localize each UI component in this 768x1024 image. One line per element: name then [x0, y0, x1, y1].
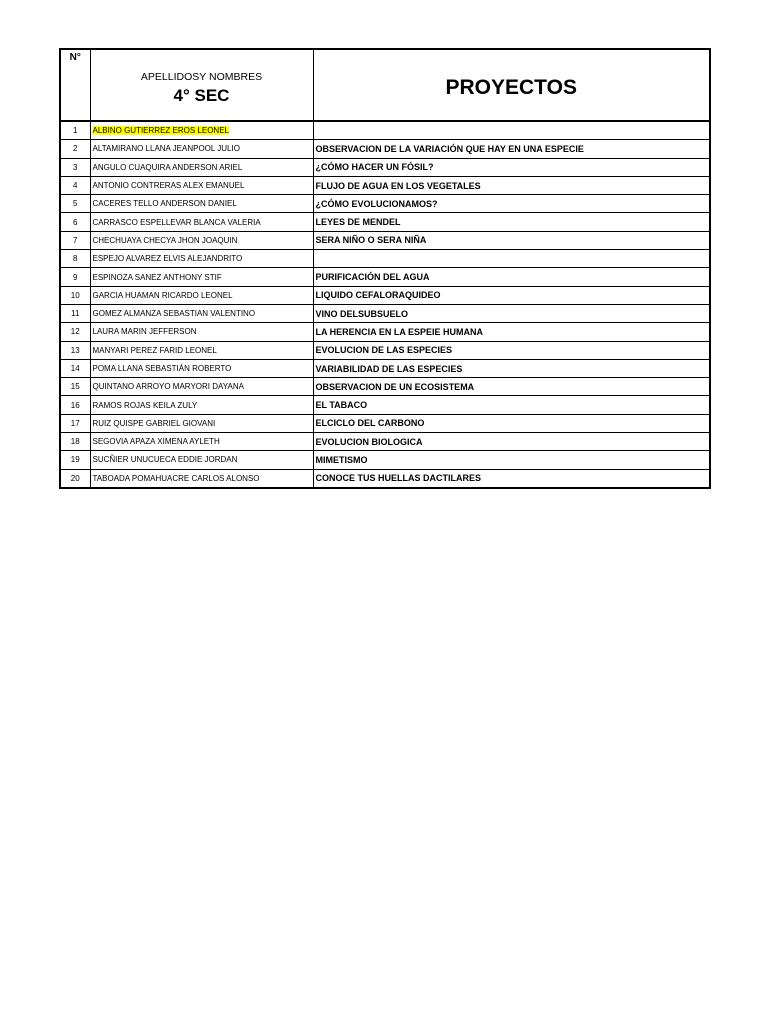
project-title-cell: OBSERVACION DE UN ECOSISTEMA: [313, 378, 710, 396]
row-number-cell: 5: [60, 195, 90, 213]
names-column-header: [90, 49, 313, 121]
student-name-cell: [90, 323, 313, 341]
student-name: RAMOS ROJAS KEILA ZULY: [92, 400, 198, 410]
student-name-cell: [90, 195, 313, 213]
student-name: POMA LLANA SEBASTIÁN ROBERTO: [92, 364, 232, 373]
project-title-cell: OBSERVACION DE LA VARIACIÓN QUE HAY EN UNA ESPECIE: [313, 140, 710, 158]
student-name: ALBINO GUTIERREZ EROS LEONEL: [92, 126, 229, 136]
project-title-cell: EVOLUCION DE LAS ESPECIES: [313, 341, 710, 359]
table-row: [60, 195, 710, 213]
student-name-cell: [90, 378, 313, 396]
section-label: 4° SEC: [173, 85, 230, 105]
row-number-cell: 2: [60, 140, 90, 158]
project-title-cell: EL TABACO: [313, 396, 710, 414]
student-name-cell: [90, 268, 313, 286]
table-row: [60, 121, 710, 140]
table-row: [60, 378, 710, 396]
row-number-cell: 6: [60, 213, 90, 231]
student-name: MANYARI PEREZ FARID LEONEL: [92, 345, 217, 355]
table-row: [60, 414, 710, 432]
project-title-cell: CONOCE TUS HUELLAS DACTILARES: [313, 469, 710, 488]
row-number-cell: 1: [60, 121, 90, 140]
row-number-cell: 17: [60, 414, 90, 432]
row-number-cell: 16: [60, 396, 90, 414]
student-name: SUCÑIER UNUCUECA EDDIE JORDAN: [92, 455, 238, 465]
project-title-cell: EVOLUCION BIOLOGICA: [313, 433, 710, 451]
project-title-cell: PURIFICACIÓN DEL AGUA: [313, 268, 710, 286]
row-number-cell: 8: [60, 250, 90, 268]
table-row: [60, 304, 710, 322]
row-number-cell: 7: [60, 231, 90, 249]
student-name: CACERES TELLO ANDERSON DANIEL: [92, 199, 237, 209]
student-name-cell: [90, 341, 313, 359]
student-name-cell: [90, 176, 313, 194]
projects-column-header: [313, 49, 710, 121]
student-name: ESPEJO ALVAREZ ELVIS ALEJANDRITO: [92, 254, 243, 264]
student-name-cell: [90, 359, 313, 377]
student-name: ANTONIO CONTRERAS ALEX EMANUEL: [92, 181, 245, 191]
student-name: RUIZ QUISPE GABRIEL GIOVANI: [92, 418, 216, 428]
student-name-cell: [90, 451, 313, 469]
student-name: CARRASCO ESPELLEVAR BLANCA VALERIA: [92, 217, 261, 227]
student-name: ALTAMIRANO LLANA JEANPOOL JULIO: [92, 144, 240, 154]
table-row: [60, 176, 710, 194]
project-title-cell: SERA NIÑO O SERA NIÑA: [313, 231, 710, 249]
table-row: [60, 396, 710, 414]
number-header-label: N°: [69, 52, 81, 63]
student-name-cell: [90, 286, 313, 304]
row-number-cell: 19: [60, 451, 90, 469]
row-number-cell: 18: [60, 433, 90, 451]
student-name: LAURA MARIN JEFFERSON: [92, 327, 197, 337]
student-name: ESPINOZA SANEZ ANTHONY STIF: [92, 272, 222, 282]
student-name: QUINTANO ARROYO MARYORI DAYANA: [92, 382, 244, 392]
project-title-cell: ¿CÓMO EVOLUCIONAMOS?: [313, 195, 710, 213]
table-row: [60, 469, 710, 488]
students-projects-table: [59, 48, 711, 489]
project-title-cell: ELCICLO DEL CARBONO: [313, 414, 710, 432]
row-number-cell: 12: [60, 323, 90, 341]
student-name-cell: [90, 140, 313, 158]
project-title-cell: LEYES DE MENDEL: [313, 213, 710, 231]
project-title-cell: VINO DELSUBSUELO: [313, 304, 710, 322]
table-row: [60, 231, 710, 249]
row-number-cell: 3: [60, 158, 90, 176]
projects-header-label: PROYECTOS: [445, 76, 577, 99]
table-body: [60, 49, 710, 488]
project-title-cell: FLUJO DE AGUA EN LOS VEGETALES: [313, 176, 710, 194]
row-number-cell: 20: [60, 469, 90, 488]
student-name: CHECHUAYA CHECYA JHON JOAQUIN: [92, 235, 238, 245]
project-title-cell: ¿CÓMO HACER UN FÓSIL?: [313, 158, 710, 176]
header-row: [60, 49, 710, 121]
student-name-cell: [90, 469, 313, 488]
row-number-cell: 13: [60, 341, 90, 359]
table-row: [60, 451, 710, 469]
row-number-cell: 14: [60, 359, 90, 377]
project-title-cell: VARIABILIDAD DE LAS ESPECIES: [313, 359, 710, 377]
project-title-cell: MIMETISMO: [313, 451, 710, 469]
student-name: GARCIA HUAMAN RICARDO LEONEL: [92, 290, 233, 300]
student-name-cell: [90, 231, 313, 249]
table-row: [60, 268, 710, 286]
table-row: [60, 323, 710, 341]
names-header-label: APELLIDOSY NOMBRES: [140, 70, 263, 83]
row-number-cell: 9: [60, 268, 90, 286]
table-row: [60, 140, 710, 158]
table-row: [60, 250, 710, 268]
student-name-cell: [90, 250, 313, 268]
table-row: [60, 341, 710, 359]
student-name-cell: [90, 158, 313, 176]
student-name: TABOADA POMAHUACRE CARLOS ALONSO: [92, 473, 260, 483]
project-title-cell: [313, 121, 710, 140]
student-name-cell: [90, 304, 313, 322]
student-name-cell: [90, 121, 313, 140]
row-number-cell: 15: [60, 378, 90, 396]
student-name-cell: [90, 433, 313, 451]
table-row: [60, 359, 710, 377]
row-number-cell: 4: [60, 176, 90, 194]
table-row: [60, 286, 710, 304]
student-name: ANGULO CUAQUIRA ANDERSON ARIEL: [92, 162, 243, 172]
student-name-cell: [90, 213, 313, 231]
table-row: [60, 433, 710, 451]
number-column-header: [60, 49, 90, 121]
student-name: GOMEZ ALMANZA SEBASTIAN VALENTINO: [92, 309, 256, 319]
table-row: [60, 158, 710, 176]
table-row: [60, 213, 710, 231]
project-title-cell: LA HERENCIA EN LA ESPEIE HUMANA: [313, 323, 710, 341]
student-name-cell: [90, 414, 313, 432]
student-name-cell: [90, 396, 313, 414]
student-name: SEGOVIA APAZA XIMENA AYLETH: [92, 437, 220, 447]
row-number-cell: 11: [60, 304, 90, 322]
project-title-cell: [313, 250, 710, 268]
row-number-cell: 10: [60, 286, 90, 304]
project-title-cell: LIQUIDO CEFALORAQUIDEO: [313, 286, 710, 304]
